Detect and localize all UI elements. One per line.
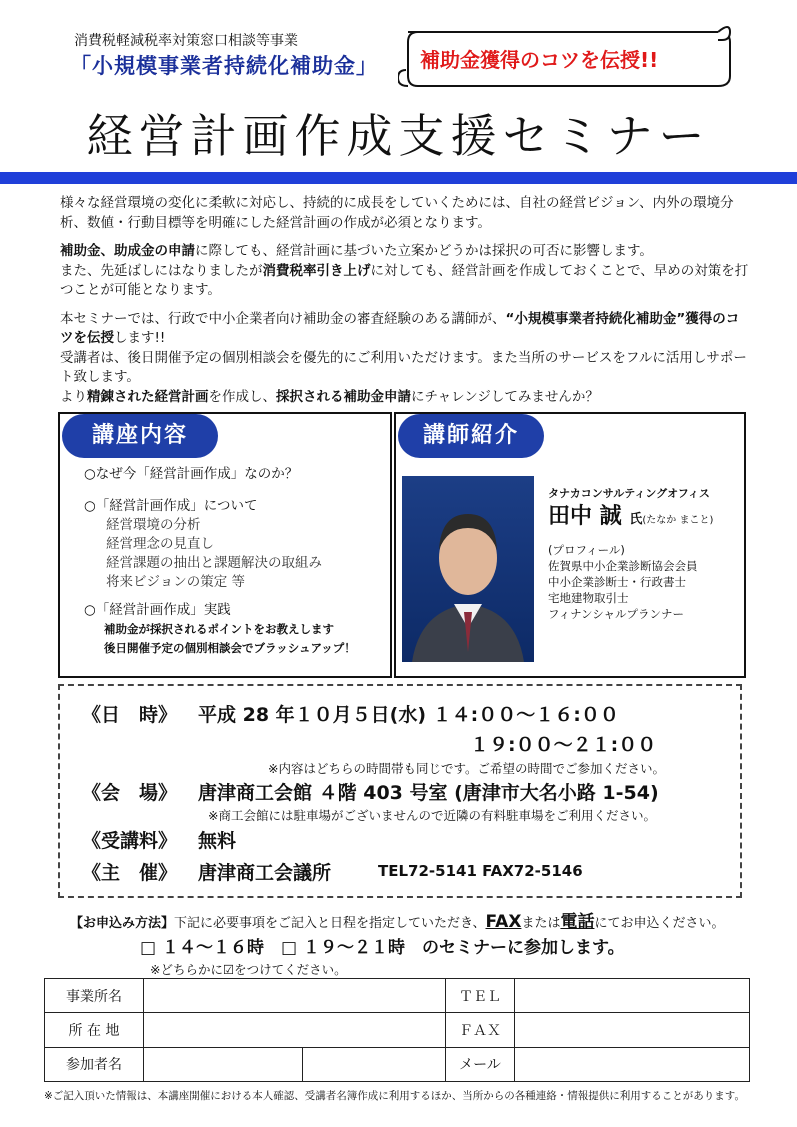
form-label-fax: ＦＡＸ xyxy=(446,1013,515,1047)
course-subitem: 経営環境の分析 xyxy=(106,517,201,533)
course-subitem: 経営理念の見直し xyxy=(106,536,214,552)
course-subitem: 将来ビジョンの策定 等 xyxy=(106,574,246,590)
lecturer-profile: 中小企業診断士・行政書士 xyxy=(548,575,686,589)
form-row xyxy=(45,1047,750,1081)
form-row xyxy=(45,979,750,1013)
venue-label: 《会 場》 xyxy=(82,782,178,804)
time-value-2: １９:００～２１:００ xyxy=(470,734,657,756)
intro-text xyxy=(60,194,750,416)
scroll-banner-text: 補助金獲得のコツを伝授!! xyxy=(420,48,659,72)
form-label-tel: ＴＥＬ xyxy=(446,979,515,1013)
date-label: 《日 時》 xyxy=(82,704,178,726)
participant-field-1[interactable] xyxy=(144,1047,303,1081)
session-choice[interactable]: □ １４～１６時 □ １９～２１時 のセミナーに参加します。 xyxy=(140,938,625,958)
course-item: ○「経営計画作成」について xyxy=(84,498,258,514)
course-subitem: 経営課題の抽出と課題解決の取組み xyxy=(106,555,322,571)
form-label-participant: 参加者名 xyxy=(45,1047,144,1081)
fee-label: 《受講料》 xyxy=(82,830,178,852)
lecturer-heading: 講師紹介 xyxy=(398,414,544,458)
address-field[interactable] xyxy=(144,1013,446,1047)
fee-value: 無料 xyxy=(198,830,237,852)
course-list xyxy=(84,465,384,658)
form-row xyxy=(45,1013,750,1047)
venue-note: ※商工会館には駐車場がございませんので近隣の有料駐車場をご利用ください。 xyxy=(208,808,656,823)
lecturer-office: タナカコンサルティングオフィス xyxy=(548,487,710,500)
form-label-company: 事業所名 xyxy=(45,979,144,1013)
program-name: 「小規模事業者持続化補助金」 xyxy=(70,54,378,78)
venue-value: 唐津商工会館 ４階 403 号室 (唐津市大名小路 1-54) xyxy=(198,782,659,804)
mail-field[interactable] xyxy=(515,1047,750,1081)
intro-paragraph-1: 様々な経営環境の変化に柔軟に対応し、持続的に成長をしていくためには、自社の経営ビジョン、内外の環境分析、数値・行動目標等を明確にした経営計画の作成が必須となります。 xyxy=(60,195,734,231)
privacy-note: ※ご記入頂いた情報は、本講座開催における本人確認、受講者名簿作成に利用するほか、当所からの各種連絡・情報提供に利用することがあります。 xyxy=(44,1090,745,1102)
lecturer-info xyxy=(548,486,740,622)
company-field[interactable] xyxy=(144,979,446,1013)
lecturer-profile: 佐賀県中小企業診断協会会員 xyxy=(548,559,698,573)
course-item: ○なぜ今「経営計画作成」なのか？ xyxy=(84,466,299,482)
lecturer-profile: 宅地建物取引士 xyxy=(548,591,629,605)
page-title: 経営計画作成支援セミナー xyxy=(86,109,711,163)
time-note: ※内容はどちらの時間帯も同じです。ご希望の時間でご参加ください。 xyxy=(268,761,665,776)
form-label-mail: メール xyxy=(446,1047,515,1081)
application-form xyxy=(44,978,750,1082)
course-note: 補助金が採択されるポイントをお教えします xyxy=(104,622,334,636)
title-underline-bar xyxy=(0,172,797,184)
tel-field[interactable] xyxy=(515,979,750,1013)
lecturer-profile-label: (プロフィール) xyxy=(548,543,625,557)
course-item: ○「経営計画作成」実践 xyxy=(84,602,231,618)
lecturer-name: 田中 誠 氏(たなか まこと) xyxy=(548,504,714,529)
session-choice-note: ※どちらかに☑をつけてください。 xyxy=(150,962,347,977)
host-label: 《主 催》 xyxy=(82,862,178,884)
intro-paragraph-3: 本セミナーでは、行政で中小企業者向け補助金の審査経験のある講師が、“小規模事業者持続化補助金”獲得のコツを伝授します!! 受講者は、後日開催予定の個別相談会を優先的にご利用いただけます。また当所のサービスをフルに活用しサポート致します。 より精錬された経営計画を作成し、採択される補助金申請にチャレンジしてみませんか？ xyxy=(60,310,747,405)
form-label-address: 所 在 地 xyxy=(45,1013,144,1047)
date-value: 平成 28 年１０月５日(水) １４:００～１６:００ xyxy=(198,704,619,726)
lecturer-profile: フィナンシャルプランナー xyxy=(548,607,684,621)
host-contact: TEL72-5141 FAX72-5146 xyxy=(378,862,583,880)
participant-field-2[interactable] xyxy=(303,1047,446,1081)
lecturer-photo xyxy=(402,476,534,662)
host-value: 唐津商工会議所 xyxy=(198,862,332,884)
course-heading: 講座内容 xyxy=(62,414,218,458)
course-note: 後日開催予定の個別相談会でブラッシュアップ！ xyxy=(104,641,356,655)
program-subtitle: 消費税軽減税率対策窓口相談等事業 xyxy=(74,33,298,49)
intro-paragraph-2: 補助金、助成金の申請に際しても、経営計画に基づいた立案かどうかは採択の可否に影響します。 また、先延ばしにはなりましたが消費税率引き上げに対しても、経営計画を作成しておくことで、早めの対策を打つことが可能となります。 xyxy=(60,243,749,298)
application-method: 【お申込み方法】下記に必要事項をご記入と日程を指定していただき、FAXまたは電話にてお申込ください。 xyxy=(70,912,725,932)
fax-field[interactable] xyxy=(515,1013,750,1047)
